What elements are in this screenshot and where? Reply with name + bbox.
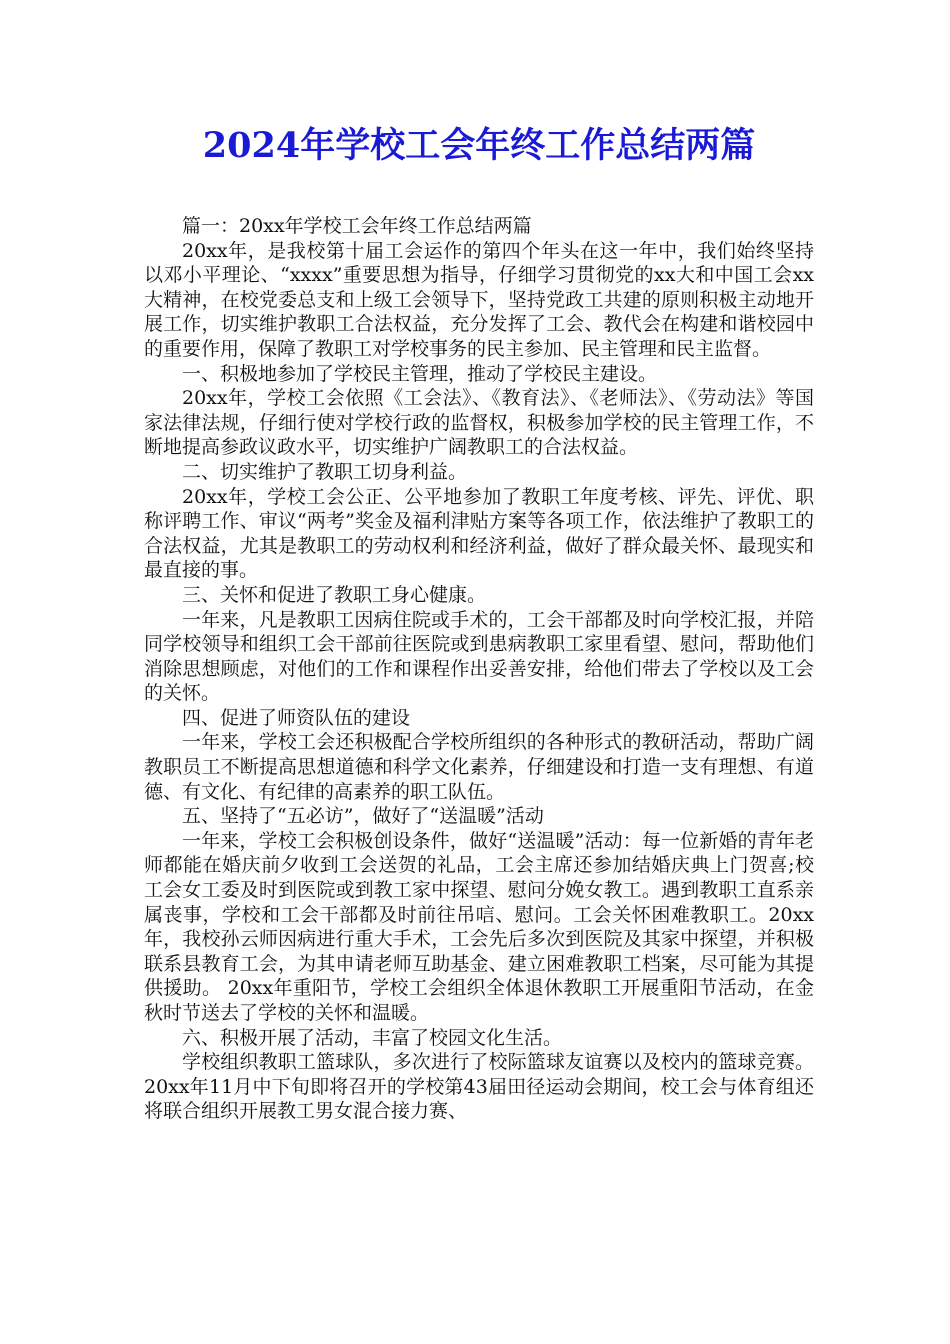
paragraph-intro: 20xx年，是我校第十届工会运作的第四个年头在这一年中，我们始终坚持以邓小平理论、“xxxx”重要思想为指导，仔细学习贯彻党的xx大和中国工会xx大精神，在校党委总支和上级工会领导下，坚持党政工共建的原则积极主动地开展工作，切实维护教职工合法权益，充分发挥了工会、教代会在构建和谐校园中的重要作用，保障了教职工对学校事务的民主参加、民主管理和民主监督。 (144, 239, 814, 360)
paragraph-section-4: 一年来，学校工会还积极配合学校所组织的各种形式的教研活动，帮助广阔教职员工不断提高思想道德和科学文化素养，仔细建设和打造一支有理想、有道德、有文化、有纪律的高素养的职工队伍。 (144, 731, 814, 803)
document-title: 2024年学校工会年终工作总结两篇 (202, 125, 756, 166)
paragraph-part-heading: 篇一：20xx年学校工会年终工作总结两篇 (182, 215, 532, 237)
section-heading-4: 四、促进了师资队伍的建设 (182, 706, 411, 729)
document-body (144, 214, 814, 1124)
paragraph-section-2: 20xx年，学校工会公正、公平地参加了教职工年度考核、评先、评优、职称评聘工作、审议“两考”奖金及福利津贴方案等各项工作，依法维护了教职工的合法权益，尤其是教职工的劳动权利和经济利益，做好了群众最关怀、最现实和最直接的事。 (144, 485, 814, 582)
paragraph-section-6: 学校组织教职工篮球队，多次进行了校际篮球友谊赛以及校内的篮球竞赛。20xx年11月中下旬即将召开的学校第43届田径运动会期间，校工会与体育组还将联合组织开展教工男女混合接力赛、 (144, 1051, 814, 1123)
section-heading-2: 二、切实维护了教职工切身利益。 (182, 460, 468, 483)
paragraph-section-5: 一年来，学校工会积极创设条件，做好“送温暖”活动：每一位新婚的青年老师都能在婚庆前夕收到工会送贺的礼品，工会主席还参加结婚庆典上门贺喜;校工会女工委及时到医院或到教工家中探望、慰问分娩女教工。遇到教职工直系亲属丧事，学校和工会干部都及时前往吊唁、慰问。工会关怀困难教职工。20xx年，我校孙云师因病进行重大手术，工会先后多次到医院及其家中探望，并积极联系县教育工会，为其申请老师互助基金、建立困难教职工档案，尽可能为其提供援助。 20xx年重阳节，学校工会组织全体退休教职工开展重阳节活动，在金秋时节送去了学校的关怀和温暖。 (144, 829, 814, 1024)
section-heading-1: 一、积极地参加了学校民主管理，推动了学校民主建设。 (182, 362, 658, 385)
paragraph-section-3: 一年来，凡是教职工因病住院或手术的，工会干部都及时向学校汇报，并陪同学校领导和组织工会干部前往医院或到患病教职工家里看望、慰问，帮助他们消除思想顾虑，对他们的工作和课程作出妥善安排，给他们带去了学校以及工会的关怀。 (144, 608, 814, 705)
paragraph-section-1: 20xx年，学校工会依照《工会法》、《教育法》、《老师法》、《劳动法》等国家法律法规，仔细行使对学校行政的监督权，积极参加学校的民主管理工作，不断地提高参政议政水平，切实维护广阔教职工的合法权益。 (144, 387, 814, 459)
section-heading-3: 三、关怀和促进了教职工身心健康。 (182, 583, 487, 606)
section-heading-6: 六、积极开展了活动，丰富了校园文化生活。 (182, 1026, 563, 1049)
document-page (144, 120, 814, 1124)
section-heading-5: 五、坚持了“五必访”，做好了“送温暖”活动 (182, 805, 544, 828)
